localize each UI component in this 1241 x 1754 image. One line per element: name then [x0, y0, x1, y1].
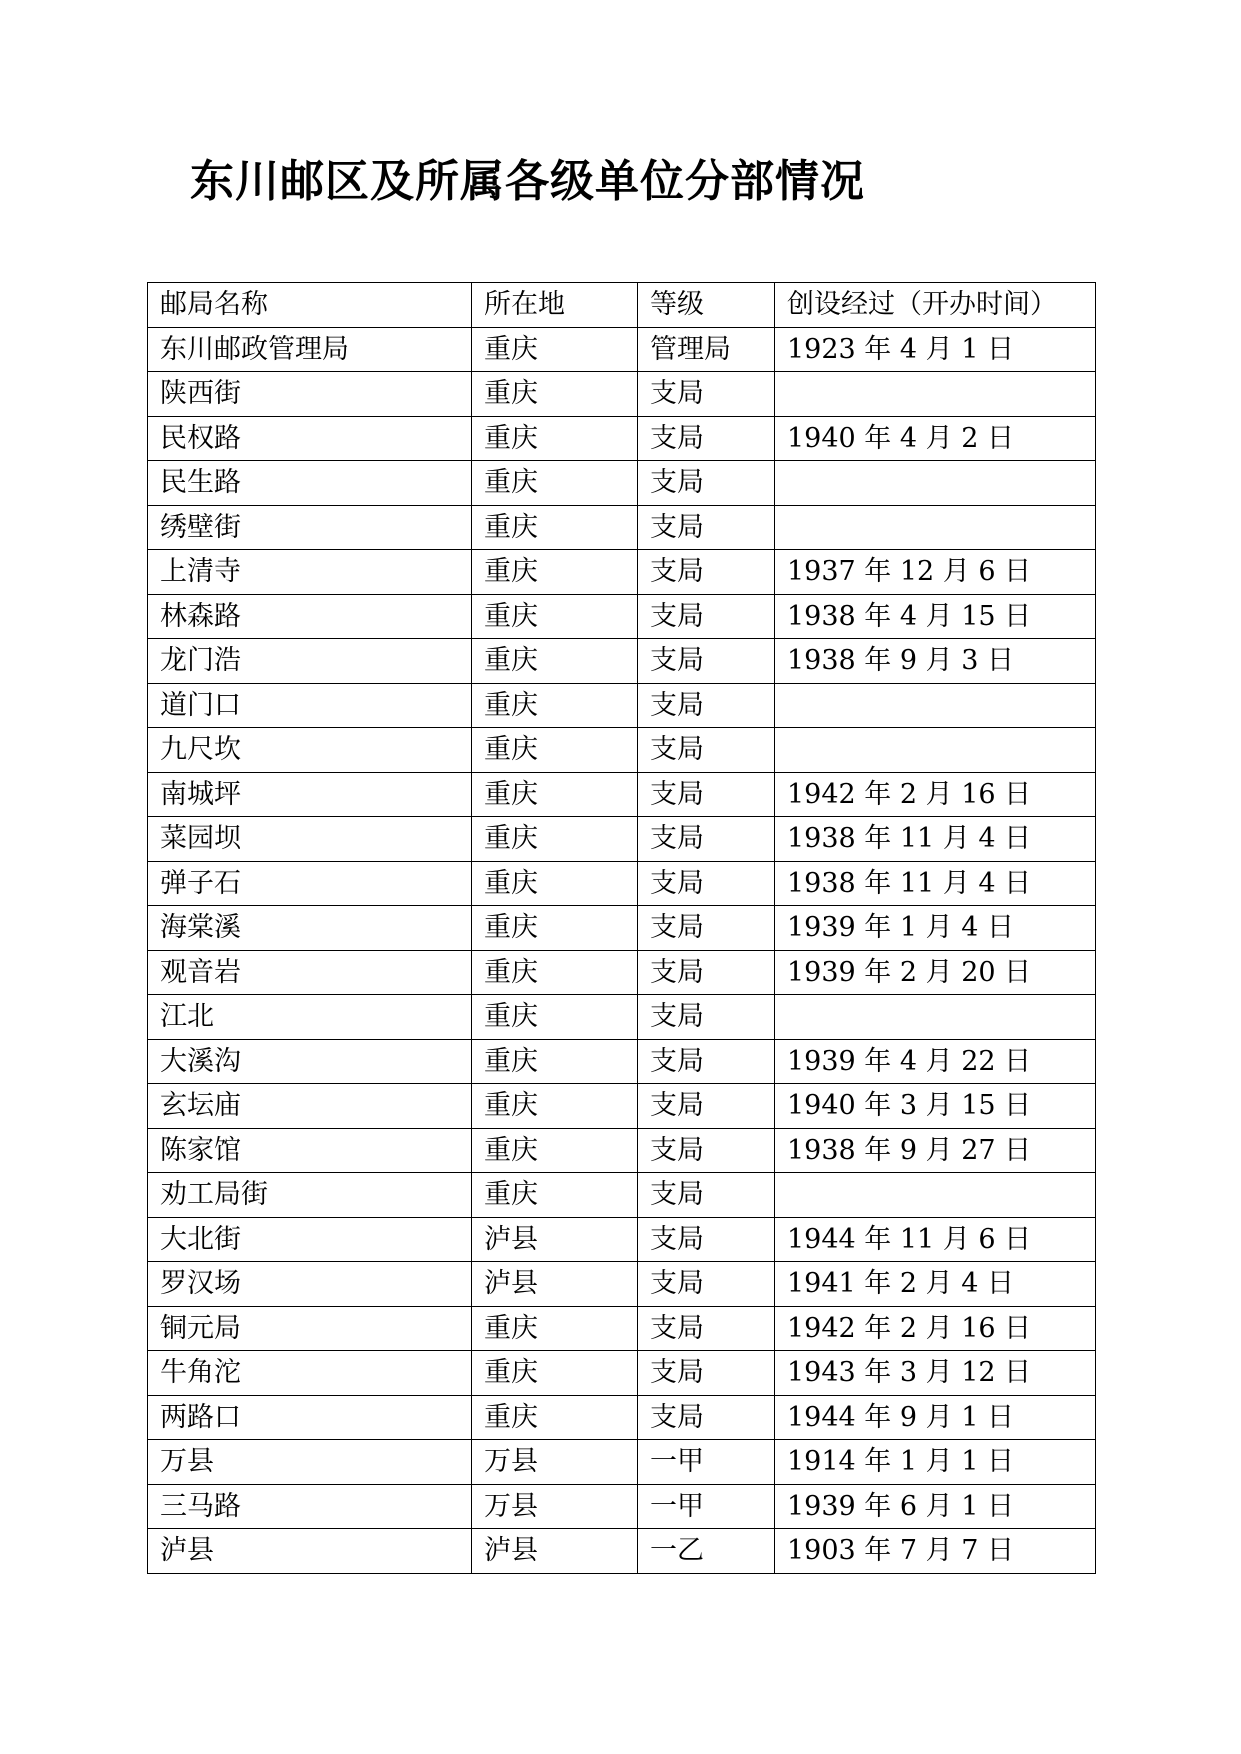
- cell-founding-date: 1938 年 11 月 4 日: [775, 817, 1096, 862]
- table-header: [148, 283, 1096, 328]
- cell-office-name: 道门口: [148, 683, 472, 728]
- cell-founding-date: 1914 年 1 月 1 日: [775, 1440, 1096, 1485]
- cell-office-name: 三马路: [148, 1484, 472, 1529]
- cell-location: 重庆: [472, 1173, 638, 1218]
- cell-grade: 支局: [638, 683, 775, 728]
- cell-location: 泸县: [472, 1529, 638, 1574]
- table-row: [148, 906, 1096, 951]
- cell-office-name: 弹子石: [148, 861, 472, 906]
- cell-location: 重庆: [472, 1084, 638, 1129]
- table-row: [148, 639, 1096, 684]
- table-row: [148, 1306, 1096, 1351]
- cell-office-name: 玄坛庙: [148, 1084, 472, 1129]
- cell-founding-date: [775, 995, 1096, 1040]
- cell-founding-date: 1938 年 4 月 15 日: [775, 594, 1096, 639]
- cell-grade: 支局: [638, 639, 775, 684]
- cell-location: 重庆: [472, 1039, 638, 1084]
- cell-grade: 一乙: [638, 1529, 775, 1574]
- cell-office-name: 铜元局: [148, 1306, 472, 1351]
- table-row: [148, 550, 1096, 595]
- cell-location: 万县: [472, 1484, 638, 1529]
- cell-grade: 支局: [638, 505, 775, 550]
- cell-location: 重庆: [472, 461, 638, 506]
- table-row: [148, 1351, 1096, 1396]
- cell-location: 重庆: [472, 950, 638, 995]
- cell-office-name: 观音岩: [148, 950, 472, 995]
- cell-office-name: 民生路: [148, 461, 472, 506]
- cell-grade: 支局: [638, 416, 775, 461]
- cell-location: 重庆: [472, 1351, 638, 1396]
- cell-grade: 一甲: [638, 1484, 775, 1529]
- cell-grade: 支局: [638, 728, 775, 773]
- cell-grade: 一甲: [638, 1440, 775, 1485]
- cell-office-name: 民权路: [148, 416, 472, 461]
- cell-grade: 支局: [638, 1262, 775, 1307]
- cell-founding-date: 1939 年 2 月 20 日: [775, 950, 1096, 995]
- table-row: [148, 1395, 1096, 1440]
- table-row: [148, 327, 1096, 372]
- cell-grade: 支局: [638, 550, 775, 595]
- cell-location: 重庆: [472, 995, 638, 1040]
- table-row: [148, 1484, 1096, 1529]
- cell-location: 泸县: [472, 1262, 638, 1307]
- table-row: [148, 505, 1096, 550]
- cell-office-name: 大溪沟: [148, 1039, 472, 1084]
- column-header-office-name: 邮局名称: [148, 283, 472, 328]
- table-header-row: [148, 283, 1096, 328]
- table-row: [148, 1217, 1096, 1262]
- cell-office-name: 东川邮政管理局: [148, 327, 472, 372]
- cell-founding-date: [775, 461, 1096, 506]
- cell-founding-date: 1944 年 9 月 1 日: [775, 1395, 1096, 1440]
- cell-location: 重庆: [472, 550, 638, 595]
- table-row: [148, 772, 1096, 817]
- cell-grade: 支局: [638, 861, 775, 906]
- cell-grade: 支局: [638, 772, 775, 817]
- column-header-founding-date: 创设经过（开办时间）: [775, 283, 1096, 328]
- cell-grade: 支局: [638, 1306, 775, 1351]
- cell-office-name: 上清寺: [148, 550, 472, 595]
- cell-office-name: 大北街: [148, 1217, 472, 1262]
- cell-location: 重庆: [472, 416, 638, 461]
- table-row: [148, 1262, 1096, 1307]
- table-row: [148, 1128, 1096, 1173]
- cell-office-name: 罗汉场: [148, 1262, 472, 1307]
- page-title: 东川邮区及所属各级单位分部情况: [190, 156, 865, 207]
- cell-grade: 支局: [638, 1128, 775, 1173]
- table-row: [148, 372, 1096, 417]
- cell-location: 重庆: [472, 1128, 638, 1173]
- cell-founding-date: 1938 年 9 月 27 日: [775, 1128, 1096, 1173]
- cell-founding-date: 1942 年 2 月 16 日: [775, 772, 1096, 817]
- post-office-table: [147, 282, 1096, 1574]
- table-body: [148, 327, 1096, 1573]
- cell-location: 重庆: [472, 327, 638, 372]
- cell-location: 重庆: [472, 1306, 638, 1351]
- cell-founding-date: [775, 505, 1096, 550]
- table-row: [148, 817, 1096, 862]
- cell-grade: 支局: [638, 372, 775, 417]
- cell-founding-date: 1940 年 3 月 15 日: [775, 1084, 1096, 1129]
- cell-founding-date: [775, 683, 1096, 728]
- cell-grade: 支局: [638, 1217, 775, 1262]
- cell-founding-date: 1938 年 9 月 3 日: [775, 639, 1096, 684]
- cell-office-name: 万县: [148, 1440, 472, 1485]
- column-header-location: 所在地: [472, 283, 638, 328]
- cell-grade: 支局: [638, 594, 775, 639]
- cell-location: 重庆: [472, 594, 638, 639]
- cell-office-name: 牛角沱: [148, 1351, 472, 1396]
- cell-grade: 支局: [638, 1351, 775, 1396]
- cell-office-name: 林森路: [148, 594, 472, 639]
- cell-location: 重庆: [472, 906, 638, 951]
- cell-founding-date: 1939 年 1 月 4 日: [775, 906, 1096, 951]
- cell-grade: 支局: [638, 1039, 775, 1084]
- cell-grade: 支局: [638, 461, 775, 506]
- cell-location: 重庆: [472, 861, 638, 906]
- cell-office-name: 九尺坎: [148, 728, 472, 773]
- table-row: [148, 1440, 1096, 1485]
- cell-founding-date: 1939 年 6 月 1 日: [775, 1484, 1096, 1529]
- cell-founding-date: 1939 年 4 月 22 日: [775, 1039, 1096, 1084]
- cell-grade: 管理局: [638, 327, 775, 372]
- cell-grade: 支局: [638, 1395, 775, 1440]
- table-row: [148, 950, 1096, 995]
- cell-grade: 支局: [638, 906, 775, 951]
- cell-office-name: 绣壁街: [148, 505, 472, 550]
- cell-office-name: 劝工局街: [148, 1173, 472, 1218]
- table-row: [148, 683, 1096, 728]
- cell-office-name: 南城坪: [148, 772, 472, 817]
- cell-grade: 支局: [638, 1084, 775, 1129]
- cell-location: 重庆: [472, 817, 638, 862]
- cell-founding-date: 1903 年 7 月 7 日: [775, 1529, 1096, 1574]
- cell-office-name: 泸县: [148, 1529, 472, 1574]
- table-row: [148, 594, 1096, 639]
- table-row: [148, 1084, 1096, 1129]
- cell-founding-date: 1944 年 11 月 6 日: [775, 1217, 1096, 1262]
- cell-founding-date: 1942 年 2 月 16 日: [775, 1306, 1096, 1351]
- cell-grade: 支局: [638, 995, 775, 1040]
- cell-grade: 支局: [638, 1173, 775, 1218]
- cell-location: 重庆: [472, 728, 638, 773]
- table-row: [148, 995, 1096, 1040]
- table-row: [148, 461, 1096, 506]
- table-row: [148, 728, 1096, 773]
- cell-location: 泸县: [472, 1217, 638, 1262]
- cell-founding-date: [775, 372, 1096, 417]
- cell-grade: 支局: [638, 950, 775, 995]
- column-header-grade: 等级: [638, 283, 775, 328]
- cell-location: 重庆: [472, 639, 638, 684]
- cell-location: 万县: [472, 1440, 638, 1485]
- cell-office-name: 江北: [148, 995, 472, 1040]
- cell-founding-date: 1937 年 12 月 6 日: [775, 550, 1096, 595]
- cell-founding-date: [775, 1173, 1096, 1218]
- cell-office-name: 两路口: [148, 1395, 472, 1440]
- table-row: [148, 416, 1096, 461]
- cell-office-name: 陕西街: [148, 372, 472, 417]
- cell-founding-date: [775, 728, 1096, 773]
- cell-founding-date: 1940 年 4 月 2 日: [775, 416, 1096, 461]
- cell-office-name: 海棠溪: [148, 906, 472, 951]
- cell-location: 重庆: [472, 372, 638, 417]
- cell-grade: 支局: [638, 817, 775, 862]
- cell-location: 重庆: [472, 772, 638, 817]
- cell-founding-date: 1938 年 11 月 4 日: [775, 861, 1096, 906]
- cell-founding-date: 1941 年 2 月 4 日: [775, 1262, 1096, 1307]
- cell-location: 重庆: [472, 1395, 638, 1440]
- cell-location: 重庆: [472, 505, 638, 550]
- table-row: [148, 1173, 1096, 1218]
- cell-location: 重庆: [472, 683, 638, 728]
- cell-office-name: 菜园坝: [148, 817, 472, 862]
- table-row: [148, 861, 1096, 906]
- table-row: [148, 1529, 1096, 1574]
- table-row: [148, 1039, 1096, 1084]
- cell-founding-date: 1943 年 3 月 12 日: [775, 1351, 1096, 1396]
- cell-office-name: 陈家馆: [148, 1128, 472, 1173]
- cell-office-name: 龙门浩: [148, 639, 472, 684]
- cell-founding-date: 1923 年 4 月 1 日: [775, 327, 1096, 372]
